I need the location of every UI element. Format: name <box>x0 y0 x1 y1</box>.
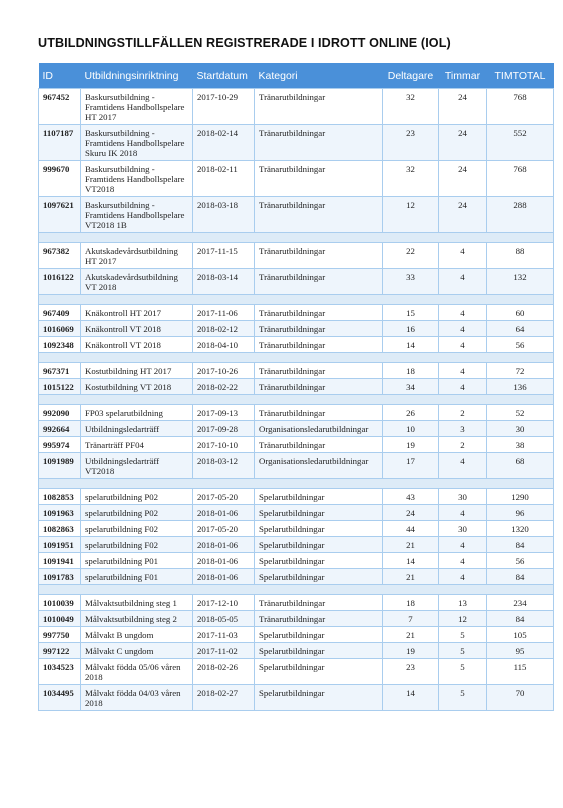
cell-id: 1091951 <box>39 537 81 553</box>
cell-participants: 23 <box>383 659 439 685</box>
cell-program: Knäkontroll VT 2018 <box>81 321 193 337</box>
cell-hours: 2 <box>439 437 487 453</box>
cell-id: 1082853 <box>39 489 81 505</box>
cell-hours: 5 <box>439 643 487 659</box>
cell-participants: 14 <box>383 685 439 711</box>
cell-total-hours: 60 <box>487 305 554 321</box>
table-row <box>39 505 554 521</box>
education-table <box>38 63 554 711</box>
cell-hours: 4 <box>439 505 487 521</box>
cell-id: 992664 <box>39 421 81 437</box>
cell-category: Spelarutbildningar <box>255 521 383 537</box>
group-spacer-row <box>39 395 554 405</box>
cell-start-date: 2018-05-05 <box>193 611 255 627</box>
cell-program: Målvakt födda 05/06 våren 2018 <box>81 659 193 685</box>
cell-hours: 5 <box>439 685 487 711</box>
cell-program: spelarutbildning F02 <box>81 537 193 553</box>
cell-hours: 4 <box>439 569 487 585</box>
cell-participants: 44 <box>383 521 439 537</box>
cell-id: 967382 <box>39 243 81 269</box>
cell-id: 999670 <box>39 161 81 197</box>
cell-start-date: 2017-10-10 <box>193 437 255 453</box>
cell-participants: 21 <box>383 569 439 585</box>
cell-total-hours: 52 <box>487 405 554 421</box>
table-row <box>39 537 554 553</box>
cell-program: Utbildningsledarträff VT2018 <box>81 453 193 479</box>
cell-start-date: 2017-12-10 <box>193 595 255 611</box>
cell-start-date: 2017-11-15 <box>193 243 255 269</box>
table-row <box>39 89 554 125</box>
cell-program: Målvakt B ungdom <box>81 627 193 643</box>
cell-participants: 18 <box>383 595 439 611</box>
cell-total-hours: 84 <box>487 537 554 553</box>
cell-category: Tränarutbildningar <box>255 337 383 353</box>
cell-start-date: 2018-01-06 <box>193 569 255 585</box>
cell-category: Organisationsledarutbildningar <box>255 453 383 479</box>
cell-participants: 24 <box>383 505 439 521</box>
cell-id: 997122 <box>39 643 81 659</box>
table-row <box>39 269 554 295</box>
cell-program: Målvaktsutbildning steg 1 <box>81 595 193 611</box>
spacer-cell <box>39 585 554 595</box>
cell-category: Spelarutbildningar <box>255 627 383 643</box>
cell-id: 1091783 <box>39 569 81 585</box>
cell-total-hours: 768 <box>487 161 554 197</box>
cell-category: Spelarutbildningar <box>255 489 383 505</box>
cell-total-hours: 95 <box>487 643 554 659</box>
cell-hours: 4 <box>439 379 487 395</box>
cell-id: 997750 <box>39 627 81 643</box>
cell-program: Knäkontroll VT 2018 <box>81 337 193 353</box>
table-row <box>39 125 554 161</box>
cell-start-date: 2017-09-13 <box>193 405 255 421</box>
cell-id: 1107187 <box>39 125 81 161</box>
column-header-id: ID <box>39 63 81 89</box>
cell-hours: 13 <box>439 595 487 611</box>
cell-hours: 24 <box>439 125 487 161</box>
cell-program: Baskursutbildning - Framtidens Handbollspelare VT2018 <box>81 161 193 197</box>
column-header-start-date: Startdatum <box>193 63 255 89</box>
group-spacer-row <box>39 479 554 489</box>
cell-category: Spelarutbildningar <box>255 659 383 685</box>
cell-total-hours: 105 <box>487 627 554 643</box>
cell-category: Spelarutbildningar <box>255 569 383 585</box>
table-row <box>39 521 554 537</box>
cell-hours: 3 <box>439 421 487 437</box>
cell-total-hours: 84 <box>487 569 554 585</box>
cell-id: 967371 <box>39 363 81 379</box>
cell-total-hours: 1290 <box>487 489 554 505</box>
cell-participants: 32 <box>383 89 439 125</box>
cell-id: 1010039 <box>39 595 81 611</box>
cell-category: Tränarutbildningar <box>255 405 383 421</box>
cell-total-hours: 234 <box>487 595 554 611</box>
cell-total-hours: 84 <box>487 611 554 627</box>
cell-program: FP03 spelarutbildning <box>81 405 193 421</box>
cell-program: Baskursutbildning - Framtidens Handbollspelare Skuru IK 2018 <box>81 125 193 161</box>
spacer-cell <box>39 295 554 305</box>
cell-total-hours: 132 <box>487 269 554 295</box>
cell-program: Målvakt födda 04/03 våren 2018 <box>81 685 193 711</box>
cell-start-date: 2017-09-28 <box>193 421 255 437</box>
table-row <box>39 627 554 643</box>
cell-id: 995974 <box>39 437 81 453</box>
cell-hours: 4 <box>439 305 487 321</box>
table-row <box>39 337 554 353</box>
cell-participants: 15 <box>383 305 439 321</box>
cell-start-date: 2018-03-12 <box>193 453 255 479</box>
cell-hours: 4 <box>439 269 487 295</box>
table-row <box>39 659 554 685</box>
column-header-category: Kategori <box>255 63 383 89</box>
cell-id: 967452 <box>39 89 81 125</box>
cell-hours: 5 <box>439 627 487 643</box>
cell-total-hours: 56 <box>487 553 554 569</box>
cell-start-date: 2018-02-26 <box>193 659 255 685</box>
cell-hours: 24 <box>439 197 487 233</box>
cell-hours: 12 <box>439 611 487 627</box>
cell-start-date: 2018-03-14 <box>193 269 255 295</box>
table-row <box>39 379 554 395</box>
cell-id: 1016069 <box>39 321 81 337</box>
cell-program: Målvaktsutbildning steg 2 <box>81 611 193 627</box>
cell-total-hours: 64 <box>487 321 554 337</box>
table-row <box>39 197 554 233</box>
cell-hours: 4 <box>439 537 487 553</box>
cell-id: 1010049 <box>39 611 81 627</box>
cell-program: Utbildningsledarträff <box>81 421 193 437</box>
cell-hours: 4 <box>439 321 487 337</box>
cell-program: Målvakt C ungdom <box>81 643 193 659</box>
cell-start-date: 2018-02-14 <box>193 125 255 161</box>
cell-id: 1091941 <box>39 553 81 569</box>
cell-participants: 14 <box>383 337 439 353</box>
cell-id: 1015122 <box>39 379 81 395</box>
table-body <box>39 89 554 711</box>
cell-id: 1034495 <box>39 685 81 711</box>
cell-participants: 19 <box>383 437 439 453</box>
column-header-hours: Timmar <box>439 63 487 89</box>
spacer-cell <box>39 395 554 405</box>
cell-category: Tränarutbildningar <box>255 321 383 337</box>
spacer-cell <box>39 479 554 489</box>
table-row <box>39 611 554 627</box>
cell-category: Tränarutbildningar <box>255 595 383 611</box>
table-row <box>39 243 554 269</box>
cell-hours: 30 <box>439 521 487 537</box>
cell-participants: 23 <box>383 125 439 161</box>
spacer-cell <box>39 353 554 363</box>
cell-start-date: 2017-05-20 <box>193 521 255 537</box>
cell-total-hours: 30 <box>487 421 554 437</box>
cell-participants: 26 <box>383 405 439 421</box>
cell-id: 992090 <box>39 405 81 421</box>
cell-start-date: 2017-11-06 <box>193 305 255 321</box>
cell-program: spelarutbildning P02 <box>81 505 193 521</box>
cell-id: 1097621 <box>39 197 81 233</box>
column-header-program: Utbildningsinriktning <box>81 63 193 89</box>
cell-program: spelarutbildning F02 <box>81 521 193 537</box>
cell-total-hours: 115 <box>487 659 554 685</box>
column-header-total-hours: TIMTOTAL <box>487 63 554 89</box>
cell-participants: 43 <box>383 489 439 505</box>
cell-category: Tränarutbildningar <box>255 89 383 125</box>
table-row <box>39 421 554 437</box>
cell-total-hours: 88 <box>487 243 554 269</box>
cell-program: Baskursutbildning - Framtidens Handbollspelare VT2018 1B <box>81 197 193 233</box>
cell-participants: 33 <box>383 269 439 295</box>
table-row <box>39 553 554 569</box>
cell-category: Tränarutbildningar <box>255 305 383 321</box>
cell-hours: 4 <box>439 243 487 269</box>
cell-category: Spelarutbildningar <box>255 505 383 521</box>
cell-start-date: 2018-02-22 <box>193 379 255 395</box>
cell-id: 1091963 <box>39 505 81 521</box>
table-row <box>39 489 554 505</box>
table-row <box>39 643 554 659</box>
table-row <box>39 363 554 379</box>
table-row <box>39 595 554 611</box>
table-row <box>39 161 554 197</box>
cell-category: Tränarutbildningar <box>255 379 383 395</box>
cell-start-date: 2018-01-06 <box>193 505 255 521</box>
table-row <box>39 569 554 585</box>
cell-id: 1092348 <box>39 337 81 353</box>
cell-id: 1091989 <box>39 453 81 479</box>
cell-total-hours: 552 <box>487 125 554 161</box>
table-row <box>39 321 554 337</box>
cell-program: Kostutbildning HT 2017 <box>81 363 193 379</box>
cell-hours: 24 <box>439 89 487 125</box>
cell-category: Tränarutbildningar <box>255 437 383 453</box>
cell-participants: 34 <box>383 379 439 395</box>
cell-hours: 2 <box>439 405 487 421</box>
cell-total-hours: 768 <box>487 89 554 125</box>
cell-id: 967409 <box>39 305 81 321</box>
cell-start-date: 2017-10-29 <box>193 89 255 125</box>
cell-total-hours: 288 <box>487 197 554 233</box>
spacer-cell <box>39 233 554 243</box>
cell-category: Spelarutbildningar <box>255 537 383 553</box>
cell-program: Tränarträff PF04 <box>81 437 193 453</box>
cell-category: Tränarutbildningar <box>255 611 383 627</box>
cell-program: spelarutbildning F01 <box>81 569 193 585</box>
cell-hours: 24 <box>439 161 487 197</box>
group-spacer-row <box>39 233 554 243</box>
cell-total-hours: 56 <box>487 337 554 353</box>
cell-participants: 22 <box>383 243 439 269</box>
cell-program: spelarutbildning P02 <box>81 489 193 505</box>
cell-participants: 10 <box>383 421 439 437</box>
cell-total-hours: 70 <box>487 685 554 711</box>
cell-id: 1016122 <box>39 269 81 295</box>
cell-total-hours: 38 <box>487 437 554 453</box>
cell-start-date: 2018-02-11 <box>193 161 255 197</box>
group-spacer-row <box>39 353 554 363</box>
cell-program: spelarutbildning P01 <box>81 553 193 569</box>
cell-participants: 7 <box>383 611 439 627</box>
table-header-row <box>39 63 554 89</box>
cell-category: Tränarutbildningar <box>255 161 383 197</box>
cell-category: Spelarutbildningar <box>255 685 383 711</box>
cell-category: Organisationsledarutbildningar <box>255 421 383 437</box>
cell-start-date: 2018-04-10 <box>193 337 255 353</box>
cell-start-date: 2017-05-20 <box>193 489 255 505</box>
cell-total-hours: 136 <box>487 379 554 395</box>
table-row <box>39 405 554 421</box>
cell-program: Akutskadevårdsutbildning HT 2017 <box>81 243 193 269</box>
cell-participants: 17 <box>383 453 439 479</box>
cell-participants: 18 <box>383 363 439 379</box>
cell-total-hours: 72 <box>487 363 554 379</box>
cell-start-date: 2018-01-06 <box>193 553 255 569</box>
cell-participants: 21 <box>383 627 439 643</box>
cell-start-date: 2018-03-18 <box>193 197 255 233</box>
cell-category: Spelarutbildningar <box>255 553 383 569</box>
cell-category: Tränarutbildningar <box>255 243 383 269</box>
table-row <box>39 685 554 711</box>
cell-start-date: 2018-02-12 <box>193 321 255 337</box>
cell-hours: 4 <box>439 337 487 353</box>
table-row <box>39 437 554 453</box>
cell-total-hours: 96 <box>487 505 554 521</box>
cell-start-date: 2018-01-06 <box>193 537 255 553</box>
cell-category: Tränarutbildningar <box>255 363 383 379</box>
cell-hours: 4 <box>439 453 487 479</box>
cell-participants: 16 <box>383 321 439 337</box>
cell-start-date: 2018-02-27 <box>193 685 255 711</box>
cell-id: 1034523 <box>39 659 81 685</box>
cell-category: Tränarutbildningar <box>255 125 383 161</box>
cell-id: 1082863 <box>39 521 81 537</box>
cell-start-date: 2017-10-26 <box>193 363 255 379</box>
cell-participants: 21 <box>383 537 439 553</box>
group-spacer-row <box>39 295 554 305</box>
cell-category: Spelarutbildningar <box>255 643 383 659</box>
column-header-participants: Deltagare <box>383 63 439 89</box>
table-row <box>39 453 554 479</box>
cell-hours: 4 <box>439 553 487 569</box>
cell-program: Knäkontroll HT 2017 <box>81 305 193 321</box>
cell-participants: 12 <box>383 197 439 233</box>
cell-category: Tränarutbildningar <box>255 269 383 295</box>
table-row <box>39 305 554 321</box>
cell-start-date: 2017-11-02 <box>193 643 255 659</box>
cell-hours: 4 <box>439 363 487 379</box>
cell-category: Tränarutbildningar <box>255 197 383 233</box>
cell-participants: 14 <box>383 553 439 569</box>
cell-total-hours: 68 <box>487 453 554 479</box>
cell-participants: 32 <box>383 161 439 197</box>
cell-program: Kostutbildning VT 2018 <box>81 379 193 395</box>
cell-participants: 19 <box>383 643 439 659</box>
cell-hours: 30 <box>439 489 487 505</box>
cell-hours: 5 <box>439 659 487 685</box>
cell-program: Akutskadevårdsutbildning VT 2018 <box>81 269 193 295</box>
cell-program: Baskursutbildning - Framtidens Handbollspelare HT 2017 <box>81 89 193 125</box>
page-title: UTBILDNINGSTILLFÄLLEN REGISTRERADE I IDROTT ONLINE (IOL) <box>38 36 451 50</box>
cell-start-date: 2017-11-03 <box>193 627 255 643</box>
group-spacer-row <box>39 585 554 595</box>
cell-total-hours: 1320 <box>487 521 554 537</box>
